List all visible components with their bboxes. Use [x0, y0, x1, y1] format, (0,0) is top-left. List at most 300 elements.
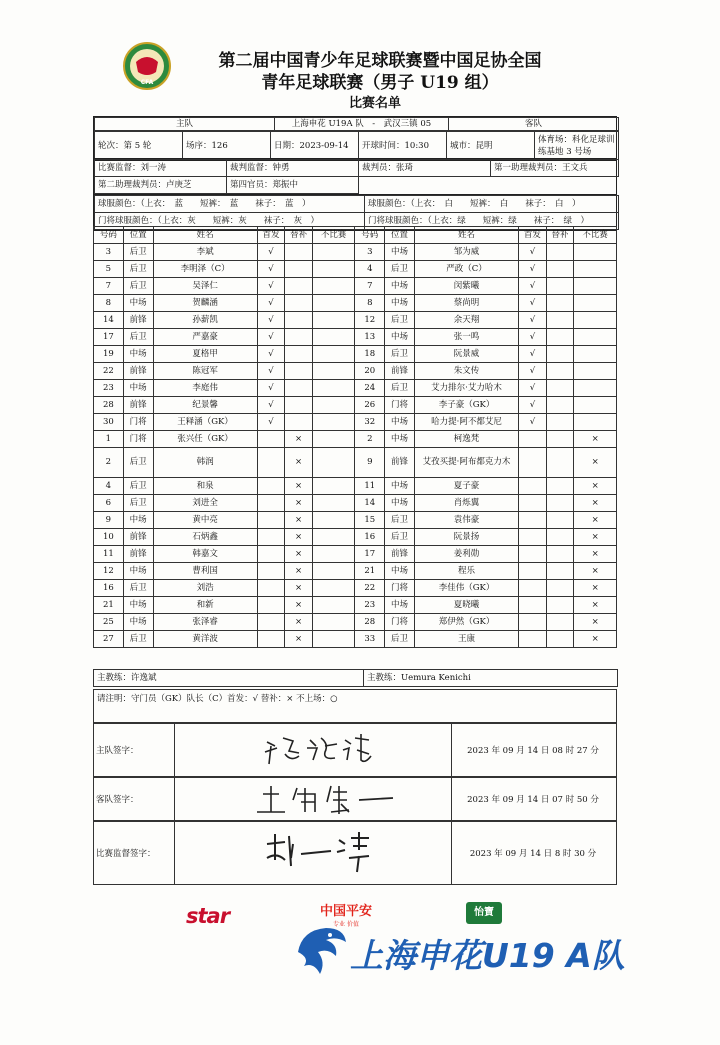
- player-position: 前锋: [123, 312, 153, 329]
- sub-mark: [285, 414, 313, 431]
- player-position: 前锋: [123, 529, 153, 546]
- sub-mark: [546, 363, 574, 380]
- match-teams: 上海申花 U19A 队 - 武汉三镇 05: [275, 118, 449, 131]
- not-playing-mark: ×: [574, 448, 617, 478]
- not-playing-mark: ×: [574, 478, 617, 495]
- starter-mark: √: [519, 346, 547, 363]
- sub-mark: [285, 295, 313, 312]
- not-playing-mark: [312, 529, 355, 546]
- away-gk-kit: 门将球服颜色：（上衣：绿 短裤：绿 袜子： 绿 ）: [365, 213, 619, 230]
- team-banner: [292, 922, 652, 982]
- player-position: 前锋: [385, 363, 415, 380]
- player-name: 贺麟涵: [153, 295, 257, 312]
- table-row: [94, 512, 617, 529]
- table-row: [94, 414, 617, 431]
- player-name: 李子豪（GK）: [414, 397, 518, 414]
- starter-mark: [519, 529, 547, 546]
- sub-mark: [285, 329, 313, 346]
- home-gk-kit: 门将球服颜色：（上衣：灰 短裤：灰 袜子： 灰 ）: [95, 213, 365, 230]
- player-name: 阮景扬: [414, 529, 518, 546]
- player-name: 阮景威: [414, 346, 518, 363]
- player-name: 黄洋波: [153, 631, 257, 648]
- starter-mark: √: [257, 312, 285, 329]
- away-signature-label: 客队签字：: [96, 795, 139, 805]
- fourth-official: 第四官员：郑振中: [227, 177, 359, 194]
- coaches: [93, 669, 617, 687]
- home-coach: 主教练：许逸斌: [94, 670, 364, 687]
- star-logo: star: [186, 904, 230, 928]
- player-number: 19: [94, 346, 124, 363]
- starter-mark: √: [519, 363, 547, 380]
- starter-mark: [519, 448, 547, 478]
- not-playing-mark: [312, 631, 355, 648]
- player-name: 黄中亮: [153, 512, 257, 529]
- table-row: [94, 295, 617, 312]
- player-number: 32: [355, 414, 385, 431]
- player-name: 李明泽（C）: [153, 261, 257, 278]
- player-position: 中场: [123, 597, 153, 614]
- table-row: [94, 495, 617, 512]
- sub-mark: [285, 312, 313, 329]
- player-name: 张兴任（GK）: [153, 431, 257, 448]
- player-number: 25: [94, 614, 124, 631]
- table-row: [94, 448, 617, 478]
- player-name: 王释涵（GK）: [153, 414, 257, 431]
- starter-mark: √: [257, 295, 285, 312]
- sub-mark: [546, 478, 574, 495]
- player-number: 12: [355, 312, 385, 329]
- sub-mark: [546, 244, 574, 261]
- starter-mark: [257, 614, 285, 631]
- sub-mark: [546, 261, 574, 278]
- player-number: 1: [94, 431, 124, 448]
- table-row: [94, 261, 617, 278]
- starter-mark: √: [519, 261, 547, 278]
- player-number: 14: [94, 312, 124, 329]
- player-number: 16: [355, 529, 385, 546]
- player-position: 门将: [123, 431, 153, 448]
- not-playing-mark: [574, 329, 617, 346]
- not-playing-mark: [312, 295, 355, 312]
- starter-mark: [519, 431, 547, 448]
- sub-mark: [285, 380, 313, 397]
- player-name: 夏格甲: [153, 346, 257, 363]
- player-number: 4: [355, 261, 385, 278]
- match-header: [93, 116, 617, 161]
- sub-mark: [546, 346, 574, 363]
- starter-mark: √: [519, 329, 547, 346]
- starter-mark: √: [257, 329, 285, 346]
- player-name: 邹为威: [414, 244, 518, 261]
- sub-mark: ×: [285, 448, 313, 478]
- home-signature: [174, 724, 452, 776]
- player-number: 20: [355, 363, 385, 380]
- player-name: 夏晓曦: [414, 597, 518, 614]
- sub-mark: [285, 346, 313, 363]
- player-name: 哈力提·阿不都艾尼: [414, 414, 518, 431]
- player-position: 中场: [385, 414, 415, 431]
- sub-mark: ×: [285, 512, 313, 529]
- starter-mark: √: [519, 312, 547, 329]
- not-playing-mark: ×: [574, 563, 617, 580]
- player-number: 16: [94, 580, 124, 597]
- sub-mark: ×: [285, 495, 313, 512]
- sub-mark: [285, 397, 313, 414]
- col-no: 号码: [94, 227, 124, 244]
- table-row: [94, 597, 617, 614]
- player-number: 2: [355, 431, 385, 448]
- supervisor-signature: [174, 822, 452, 884]
- sub-mark: [546, 597, 574, 614]
- col-sub: 替补: [285, 227, 313, 244]
- not-playing-mark: [312, 614, 355, 631]
- sub-mark: ×: [285, 614, 313, 631]
- player-position: 后卫: [123, 278, 153, 295]
- not-playing-mark: ×: [574, 495, 617, 512]
- not-playing-mark: [574, 380, 617, 397]
- not-playing-mark: [312, 261, 355, 278]
- supervisor: 比赛监督：刘一涛: [95, 160, 227, 177]
- not-playing-mark: [312, 478, 355, 495]
- sub-mark: [546, 512, 574, 529]
- supervisor-signature-row: [93, 821, 617, 885]
- player-number: 3: [355, 244, 385, 261]
- col-no: 号码: [355, 227, 385, 244]
- player-number: 11: [355, 478, 385, 495]
- player-number: 9: [355, 448, 385, 478]
- player-position: 中场: [385, 295, 415, 312]
- player-number: 33: [355, 631, 385, 648]
- player-position: 中场: [385, 244, 415, 261]
- col-name: 姓名: [414, 227, 518, 244]
- table-row: [94, 329, 617, 346]
- not-playing-mark: [312, 312, 355, 329]
- not-playing-mark: [312, 397, 355, 414]
- sub-mark: [546, 631, 574, 648]
- sub-mark: ×: [285, 631, 313, 648]
- sub-mark: [546, 546, 574, 563]
- sub-mark: [546, 278, 574, 295]
- sub-mark: [546, 529, 574, 546]
- table-row: [94, 614, 617, 631]
- team-name: 上海申花U19 A队: [350, 936, 625, 975]
- starter-mark: √: [257, 244, 285, 261]
- player-name: 严嘉豪: [153, 329, 257, 346]
- player-number: 12: [94, 563, 124, 580]
- roster-header: [94, 227, 617, 244]
- player-position: 后卫: [123, 329, 153, 346]
- player-number: 15: [355, 512, 385, 529]
- not-playing-mark: [574, 312, 617, 329]
- sub-mark: [546, 431, 574, 448]
- player-number: 18: [355, 346, 385, 363]
- not-playing-mark: [574, 295, 617, 312]
- player-name: 和新: [153, 597, 257, 614]
- player-position: 后卫: [385, 512, 415, 529]
- not-playing-mark: [574, 414, 617, 431]
- title-line-1: 第二届中国青少年足球联赛暨中国足协全国: [218, 51, 542, 71]
- player-position: 中场: [385, 597, 415, 614]
- player-number: 27: [94, 631, 124, 648]
- not-playing-mark: ×: [574, 529, 617, 546]
- not-playing-mark: [312, 546, 355, 563]
- starter-mark: [257, 563, 285, 580]
- not-playing-mark: [574, 363, 617, 380]
- not-playing-mark: [312, 580, 355, 597]
- home-label: 主队: [95, 118, 275, 131]
- sub-mark: ×: [285, 597, 313, 614]
- sub-mark: [546, 414, 574, 431]
- player-number: 5: [94, 261, 124, 278]
- player-name: 和泉: [153, 478, 257, 495]
- player-name: 张一鸣: [414, 329, 518, 346]
- player-position: 门将: [385, 397, 415, 414]
- starter-mark: [257, 448, 285, 478]
- player-number: 28: [94, 397, 124, 414]
- player-name: 陈冠军: [153, 363, 257, 380]
- player-number: 10: [94, 529, 124, 546]
- player-number: 8: [355, 295, 385, 312]
- player-position: 后卫: [385, 261, 415, 278]
- not-playing-mark: ×: [574, 597, 617, 614]
- officials: [93, 158, 617, 195]
- not-playing-mark: [574, 278, 617, 295]
- starter-mark: √: [519, 414, 547, 431]
- sub-mark: [546, 448, 574, 478]
- player-position: 中场: [123, 563, 153, 580]
- sub-mark: [285, 244, 313, 261]
- player-name: 李佳伟（GK）: [414, 580, 518, 597]
- player-number: 6: [94, 495, 124, 512]
- starter-mark: √: [257, 397, 285, 414]
- player-number: 28: [355, 614, 385, 631]
- player-name: 夏子豪: [414, 478, 518, 495]
- player-position: 后卫: [123, 478, 153, 495]
- player-name: 刘进全: [153, 495, 257, 512]
- sub-mark: [285, 261, 313, 278]
- sub-mark: [546, 380, 574, 397]
- away-signature: [174, 778, 452, 820]
- starter-mark: [519, 614, 547, 631]
- referee-supervisor: 裁判监督：钟勇: [227, 160, 359, 177]
- sub-mark: ×: [285, 546, 313, 563]
- table-row: [94, 563, 617, 580]
- col-out: 不比赛: [312, 227, 355, 244]
- player-name: 王康: [414, 631, 518, 648]
- dragon-icon: [292, 922, 350, 978]
- away-signature-row: [93, 777, 617, 821]
- sub-mark: ×: [285, 580, 313, 597]
- not-playing-mark: [312, 597, 355, 614]
- starter-mark: √: [257, 380, 285, 397]
- starter-mark: [257, 546, 285, 563]
- sub-mark: [546, 580, 574, 597]
- round: 轮次：第 5 轮: [95, 132, 183, 160]
- away-label: 客队: [449, 118, 619, 131]
- table-row: [94, 546, 617, 563]
- not-playing-mark: [574, 261, 617, 278]
- player-number: 8: [94, 295, 124, 312]
- table-row: [94, 478, 617, 495]
- match-number: 场序：126: [183, 132, 271, 160]
- player-name: 严政（C）: [414, 261, 518, 278]
- player-position: 门将: [385, 614, 415, 631]
- not-playing-mark: [312, 346, 355, 363]
- supervisor-signature-date: 2023 年 09 月 14 日 8 时 30 分: [469, 849, 597, 859]
- starter-mark: [257, 431, 285, 448]
- away-signature-date: 2023 年 09 月 14 日 07 时 50 分: [467, 795, 599, 805]
- player-name: 韩润: [153, 448, 257, 478]
- player-name: 石炳鑫: [153, 529, 257, 546]
- assistant-referee-2: 第二助理裁判员：卢庚芝: [95, 177, 227, 194]
- player-position: 前锋: [385, 546, 415, 563]
- table-row: [94, 529, 617, 546]
- player-name: 韩嘉文: [153, 546, 257, 563]
- player-number: 17: [355, 546, 385, 563]
- referee: 裁判员：张琦: [359, 160, 491, 177]
- pingan-logo: 中国平安 专业 价值: [320, 904, 373, 928]
- not-playing-mark: ×: [574, 431, 617, 448]
- player-position: 门将: [385, 580, 415, 597]
- svg-text:CFA: CFA: [140, 79, 154, 86]
- sub-mark: [546, 563, 574, 580]
- player-number: 11: [94, 546, 124, 563]
- not-playing-mark: ×: [574, 614, 617, 631]
- starter-mark: √: [519, 380, 547, 397]
- col-pos: 位置: [123, 227, 153, 244]
- sub-mark: [546, 329, 574, 346]
- starter-mark: [519, 580, 547, 597]
- player-position: 门将: [123, 414, 153, 431]
- title-line-2: 青年足球联赛（男子 U19 组）: [261, 73, 499, 93]
- not-playing-mark: [312, 363, 355, 380]
- player-number: 17: [94, 329, 124, 346]
- sub-mark: [285, 363, 313, 380]
- player-position: 前锋: [123, 397, 153, 414]
- player-number: 22: [355, 580, 385, 597]
- not-playing-mark: ×: [574, 580, 617, 597]
- table-row: [94, 363, 617, 380]
- sub-mark: ×: [285, 529, 313, 546]
- player-position: 前锋: [123, 363, 153, 380]
- sub-mark: [546, 312, 574, 329]
- table-row: [94, 580, 617, 597]
- player-position: 中场: [123, 512, 153, 529]
- starter-mark: √: [257, 414, 285, 431]
- kickoff-time: 开球时间：10:30: [359, 132, 447, 160]
- player-number: 26: [355, 397, 385, 414]
- player-position: 中场: [385, 431, 415, 448]
- player-name: 袁伟豪: [414, 512, 518, 529]
- not-playing-mark: [312, 414, 355, 431]
- player-name: 肖烁翼: [414, 495, 518, 512]
- player-position: 后卫: [123, 261, 153, 278]
- player-position: 后卫: [385, 631, 415, 648]
- player-position: 后卫: [385, 529, 415, 546]
- starter-mark: √: [257, 346, 285, 363]
- starter-mark: [519, 546, 547, 563]
- starter-mark: [257, 512, 285, 529]
- table-row: [94, 431, 617, 448]
- col-start: 首发: [257, 227, 285, 244]
- not-playing-mark: [574, 244, 617, 261]
- sub-mark: [546, 495, 574, 512]
- starter-mark: √: [519, 295, 547, 312]
- player-position: 中场: [385, 495, 415, 512]
- table-row: [94, 346, 617, 363]
- home-kit: 球服颜色：（上衣： 蓝 短裤： 蓝 袜子： 蓝 ）: [95, 196, 365, 213]
- not-playing-mark: [312, 495, 355, 512]
- player-name: 吴泽仁: [153, 278, 257, 295]
- player-position: 后卫: [385, 346, 415, 363]
- starter-mark: [519, 631, 547, 648]
- not-playing-mark: [312, 278, 355, 295]
- player-name: 李庭伟: [153, 380, 257, 397]
- starter-mark: [257, 597, 285, 614]
- player-number: 7: [355, 278, 385, 295]
- col-sub: 替补: [546, 227, 574, 244]
- sub-mark: [546, 614, 574, 631]
- away-kit: 球服颜色：（上衣： 白 短裤： 白 袜子： 白 ）: [365, 196, 619, 213]
- starter-mark: √: [257, 278, 285, 295]
- roster-table: [93, 226, 617, 648]
- player-number: 4: [94, 478, 124, 495]
- starter-mark: [257, 495, 285, 512]
- not-playing-mark: ×: [574, 512, 617, 529]
- table-row: [94, 631, 617, 648]
- cfa-logo: [122, 38, 172, 94]
- player-name: 柯逸梵: [414, 431, 518, 448]
- starter-mark: [519, 563, 547, 580]
- not-playing-mark: [312, 512, 355, 529]
- starter-mark: [257, 529, 285, 546]
- player-name: 刘浩: [153, 580, 257, 597]
- player-number: 23: [355, 597, 385, 614]
- table-row: [94, 380, 617, 397]
- not-playing-mark: ×: [574, 631, 617, 648]
- col-out: 不比赛: [574, 227, 617, 244]
- supervisor-signature-label: 比赛监督签字：: [96, 849, 156, 859]
- starter-mark: √: [519, 244, 547, 261]
- player-position: 中场: [123, 380, 153, 397]
- not-playing-mark: [312, 563, 355, 580]
- not-playing-mark: [312, 380, 355, 397]
- player-name: 张泽睿: [153, 614, 257, 631]
- legend-note: 请注明：守门员（GK）队长（C）首发：√ 替补：× 不上场：○: [93, 689, 617, 723]
- starter-mark: [257, 631, 285, 648]
- player-position: 后卫: [385, 380, 415, 397]
- home-signature-row: [93, 723, 617, 777]
- sub-mark: [546, 397, 574, 414]
- not-playing-mark: [574, 346, 617, 363]
- not-playing-mark: [312, 448, 355, 478]
- player-number: 22: [94, 363, 124, 380]
- table-row: [94, 278, 617, 295]
- starter-mark: √: [519, 278, 547, 295]
- starter-mark: √: [257, 261, 285, 278]
- player-position: 中场: [123, 295, 153, 312]
- player-name: 程乐: [414, 563, 518, 580]
- starter-mark: [519, 495, 547, 512]
- starter-mark: [519, 478, 547, 495]
- col-pos: 位置: [385, 227, 415, 244]
- assistant-referee-1: 第一助理裁判员：王文兵: [491, 160, 619, 177]
- not-playing-mark: ×: [574, 546, 617, 563]
- player-number: 2: [94, 448, 124, 478]
- player-name: 余天翔: [414, 312, 518, 329]
- away-coach: 主教练：Uemura Kenichi: [364, 670, 618, 687]
- player-name: 蔡尚明: [414, 295, 518, 312]
